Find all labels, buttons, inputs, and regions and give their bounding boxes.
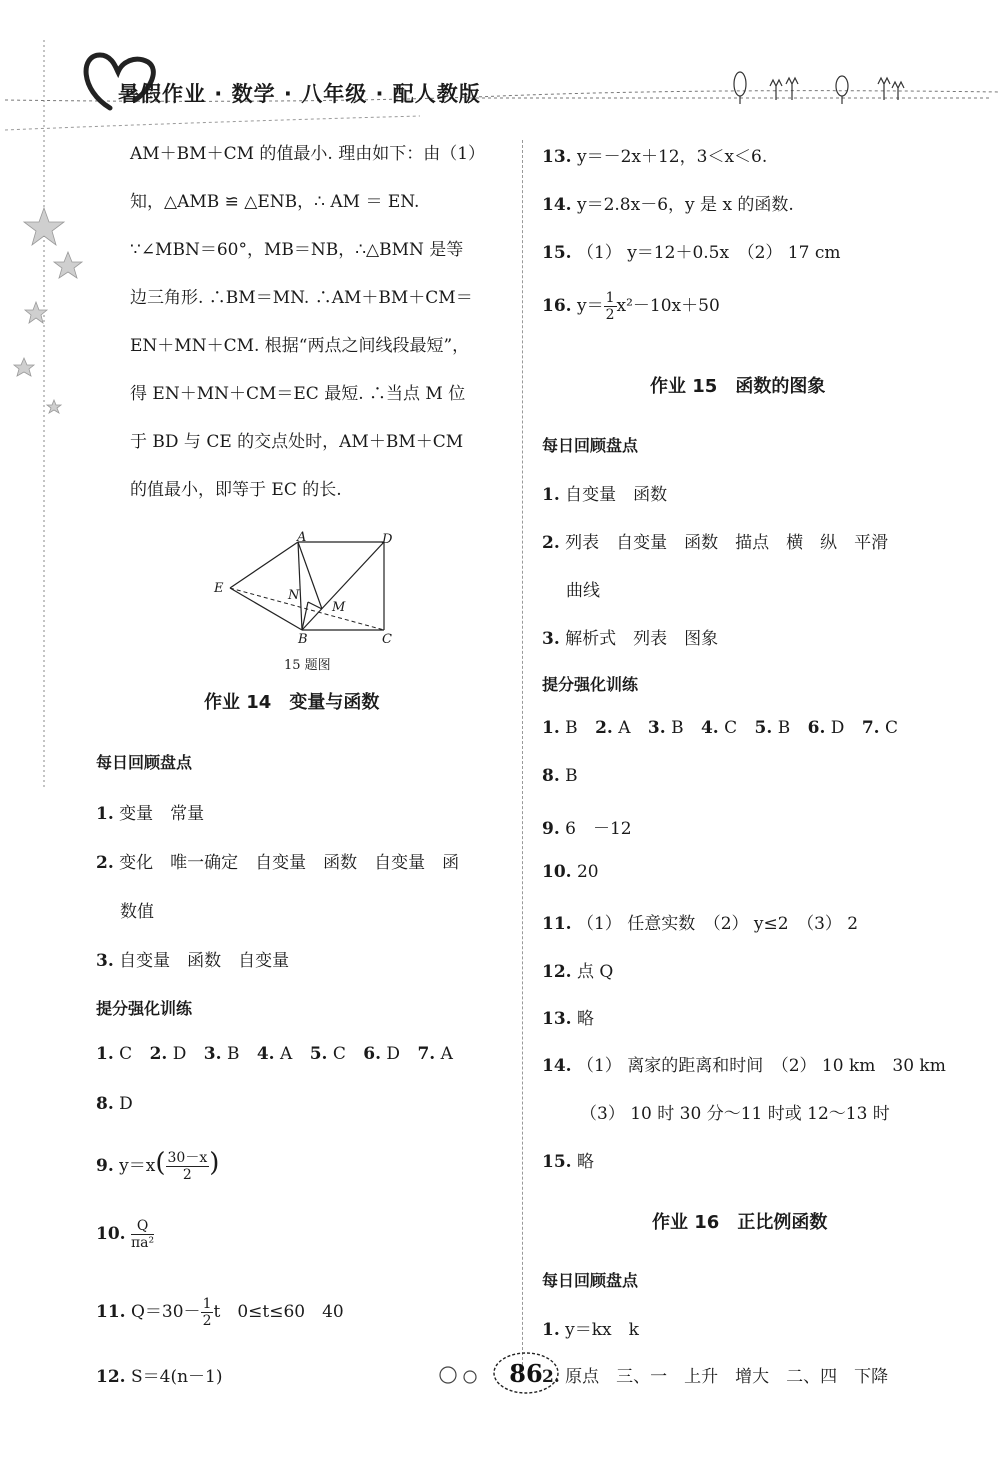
figure-label: N: [288, 588, 300, 603]
header-decoration: [0, 0, 1000, 140]
header-title: 暑假作业 · 数学 · 八年级 · 配人教版: [118, 82, 481, 106]
star-icon: [14, 208, 82, 413]
mc-answer-row: 1. C 2. D 3. B 4. A 5. C 6. D 7. A: [96, 1044, 453, 1064]
training-title: 提分强化训练: [96, 999, 193, 1018]
section-title-14: 作业 14 变量与函数: [204, 692, 380, 713]
proof-line: ∵∠MBN＝60°，MB＝NB，∴△BMN 是等: [130, 240, 464, 260]
list-item: 3. 解析式 列表 图象: [542, 629, 719, 649]
list-item: 11. Q＝30－ $\frac{1}{2}$ t 0≤t≤60 40: [96, 1296, 344, 1329]
list-item: 12. S＝4(n－1): [96, 1367, 223, 1387]
daily-review-title: 每日回顾盘点: [542, 1271, 639, 1290]
figure-label: M: [332, 600, 346, 615]
training-title: 提分强化训练: [542, 675, 639, 694]
proof-line: EN＋MN＋CM. 根据“两点之间线段最短”，: [130, 336, 470, 356]
list-item: 1. 自变量 函数: [542, 485, 668, 505]
fraction: $\frac{Q}{\text{πa²}}$: [130, 1218, 155, 1251]
column-divider: [522, 140, 523, 1380]
list-item: 2. 列表 自变量 函数 描点 横 纵 平滑: [542, 533, 889, 553]
fraction: $\frac{1}{2}$: [202, 1296, 212, 1329]
list-item: 8. D: [96, 1094, 133, 1114]
list-item: 15. （1） y＝12＋0.5x （2） 17 cm: [542, 243, 841, 263]
figure-label: B: [298, 632, 308, 647]
daily-review-title: 每日回顾盘点: [542, 436, 639, 455]
section-title-15: 作业 15 函数的图象: [650, 376, 826, 397]
daily-review-title: 每日回顾盘点: [96, 753, 193, 772]
list-item: 13. 略: [542, 1009, 594, 1029]
list-item: 16. y＝ $\frac{1}{2}$ x²－10x＋50: [542, 290, 720, 323]
list-item: 9. 6 －12: [542, 819, 632, 839]
list-item: 14. （1） 离家的距离和时间 （2） 10 km 30 km: [542, 1056, 946, 1076]
proof-line: AM＋BM＋CM 的值最小. 理由如下：由（1）: [130, 144, 486, 164]
fraction: $\frac{1}{2}$: [605, 290, 615, 323]
proof-line: 得 EN＋MN＋CM＝EC 最短. ∴当点 M 位: [130, 384, 466, 404]
list-item: 3. 自变量 函数 自变量: [96, 951, 290, 971]
list-item: 曲线: [566, 581, 600, 601]
list-item: 2. 原点 三、一 上升 增大 二、四 下降: [542, 1367, 889, 1387]
list-item: 10. $\frac{Q}{\text{πa²}}$: [96, 1218, 155, 1251]
list-item: （3） 10 时 30 分～11 时或 12～13 时: [580, 1104, 890, 1124]
figure-label: A: [297, 530, 307, 545]
proof-line: 知，△AMB ≌ △ENB，∴ AM ＝ EN.: [130, 192, 420, 212]
proof-line: 边三角形. ∴BM＝MN. ∴AM＋BM＋CM＝: [130, 288, 473, 308]
figure-label: D: [382, 532, 393, 547]
list-item: 10. 20: [542, 862, 599, 882]
proof-line: 的值最小，即等于 EC 的长.: [130, 480, 342, 500]
figure-label: C: [382, 632, 392, 647]
tulip-decoration-icon: [734, 72, 904, 104]
figure-caption: 15 题图: [284, 658, 331, 673]
proof-paragraph: [130, 142, 505, 526]
page-number: 86: [509, 1358, 543, 1388]
list-item: 15. 略: [542, 1152, 594, 1172]
list-item: 13. y＝－2x＋12，3＜x＜6.: [542, 147, 768, 167]
section-title-16: 作业 16 正比例函数: [652, 1212, 828, 1233]
list-item: 14. y＝2.8x－6，y 是 x 的函数.: [542, 195, 794, 215]
list-item: 12. 点 Q: [542, 962, 614, 982]
mc-answer-row: 1. B 2. A 3. B 4. C 5. B 6. D 7. C: [542, 718, 898, 738]
list-item: 1. 变量 常量: [96, 804, 205, 824]
margin-decoration: [0, 140, 90, 800]
list-item: 9. y＝x( $\frac{30-x}{2}$ ): [96, 1148, 220, 1183]
list-item: 8. B: [542, 766, 578, 786]
list-item: 1. y＝kx k: [542, 1320, 639, 1340]
list-item: 数值: [120, 902, 154, 922]
list-item: 2. 变化 唯一确定 自变量 函数 自变量 函: [96, 853, 460, 873]
fraction: $\frac{30-x}{2}$: [167, 1150, 208, 1183]
list-item: 11. （1） 任意实数 （2） y≤2 （3） 2: [542, 914, 859, 934]
proof-line: 于 BD 与 CE 的交点处时，AM＋BM＋CM: [130, 432, 464, 452]
figure-label: E: [214, 581, 224, 596]
